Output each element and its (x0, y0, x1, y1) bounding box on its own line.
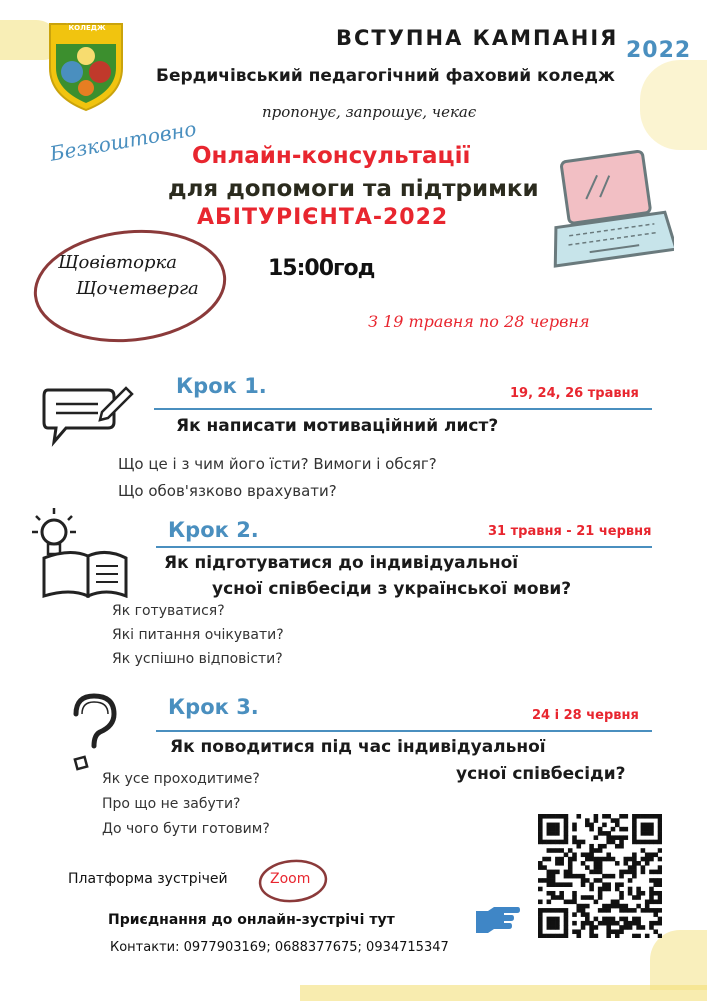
brush-bottom-right (650, 930, 707, 990)
campaign-year: 2022 (626, 38, 692, 63)
step-2-rule (156, 546, 652, 548)
banner-line-1: Онлайн-консультації (192, 143, 471, 169)
step-2-item-2: Які питання очікувати? (112, 627, 284, 643)
step-3-item-2: Про що не забути? (102, 796, 241, 812)
step-1-item-1: Що це і з чим його їсти? Вимоги і обсяг? (118, 455, 437, 473)
time-label: 15:00год (268, 256, 375, 281)
lightbulb-book-icon (30, 506, 130, 598)
banner-line-3: АБІТУРІЄНТА-2022 (197, 205, 449, 230)
days-line-2: Щочетверга (76, 278, 199, 299)
step-2-item-1: Як готуватися? (112, 603, 225, 619)
platform-label: Платформа зустрічей (68, 871, 228, 887)
zoom-label: Zoom (270, 871, 311, 887)
step-3-question-line-1: Як поводитися під час індивідуальної (170, 737, 546, 757)
brush-bottom (300, 985, 707, 1001)
step-3-question-line-2: усної співбесіди? (456, 764, 626, 784)
step-2-dates: 31 травня - 21 червня (488, 524, 652, 539)
step-1-item-2: Що обов'язково врахувати? (118, 482, 337, 500)
free-label: Безкоштовно (47, 116, 199, 166)
period-label: З 19 травня по 28 червня (368, 312, 590, 331)
step-1-dates: 19, 24, 26 травня (510, 386, 639, 401)
step-3-rule (156, 730, 652, 732)
college-logo (44, 20, 128, 112)
step-2-title: Крок 2. (168, 518, 259, 542)
brush-top-right (640, 60, 707, 150)
college-name: Бердичівський педагогічний фаховий коледж (156, 66, 615, 86)
banner-line-2: для допомоги та підтримки (168, 176, 539, 202)
pointing-hand-icon (474, 903, 520, 935)
chat-pencil-icon (42, 382, 134, 448)
days-line-1: Щовівторка (58, 252, 177, 273)
step-3-title: Крок 3. (168, 695, 259, 719)
slogan: пропонує, запрошує, чекає (262, 103, 477, 121)
join-label: Приєднання до онлайн-зустрічі тут (108, 912, 395, 928)
step-2-question-line-1: Як підготуватися до індивідуальної (164, 553, 519, 573)
step-2-question-line-2: усної співбесіди з української мови? (212, 579, 572, 599)
logo-text: БЕРДИЧІВСЬКИЙ ПЕДАГОГІЧНИЙ КОЛЕДЖ (52, 8, 122, 32)
step-3-dates: 24 і 28 червня (532, 708, 639, 723)
question-mark-icon (66, 692, 122, 772)
qr-code[interactable] (538, 814, 662, 938)
step-2-item-3: Як успішно відповісти? (112, 651, 283, 667)
contacts: Контакти: 0977903169; 0688377675; 0934715347 (110, 940, 449, 955)
campaign-title: ВСТУПНА КАМПАНІЯ (336, 26, 619, 50)
step-1-question: Як написати мотиваційний лист? (176, 416, 499, 436)
step-1-rule (154, 408, 652, 410)
step-1-title: Крок 1. (176, 374, 267, 398)
laptop-icon (544, 146, 674, 274)
step-3-item-1: Як усе проходитиме? (102, 771, 260, 787)
step-3-item-3: До чого бути готовим? (102, 821, 270, 837)
